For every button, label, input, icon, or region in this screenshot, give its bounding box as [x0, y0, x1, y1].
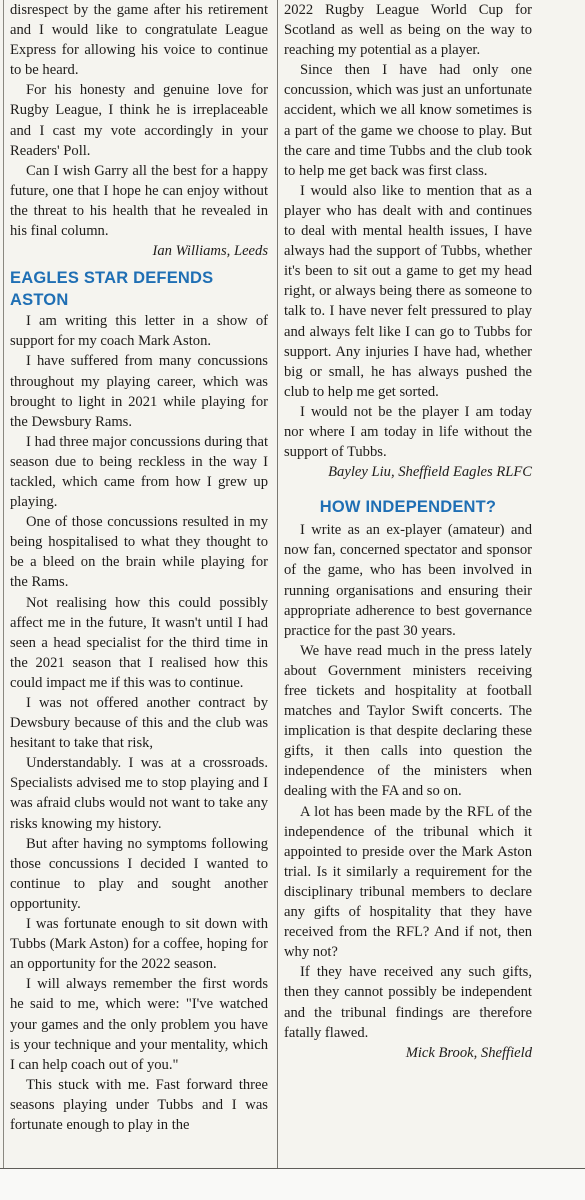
letter3-paragraph: If they have received any such gifts, then they cannot possibly be independent and the tribunal findings are therefore fatally flawed.: [284, 964, 532, 1041]
letter2-paragraph: Not realising how this could possibly affect me in the future, It wasn't until I had seen a head specialist for the third time in the 2021 season that I realised how this could impact me if this was to continue.: [10, 594, 268, 691]
letter2-paragraph: I was fortunate enough to sit down with Tubbs (Mark Aston) for a coffee, hoping for an opportunity for the 2022 season.: [10, 916, 268, 973]
letter3-signature: Mick Brook, Sheffield: [405, 1044, 532, 1061]
letter2-paragraph: 2022 Rugby League World Cup for Scotland as well as being on the way to reaching my potential as a player.: [284, 2, 532, 59]
letter2-paragraph: I would also like to mention that as a player who has dealt with and continues to deal with mental health issues, I have always had the support of Tubbs, whether it's been to sit out a game to get my head right, or always being there as someone to talk to. I have never felt pressured to play and always felt like I can go to Tubbs for support. Any injuries I have had, whether big or small, he has always pushed the club to help me get sorted.: [284, 182, 532, 400]
right-column: [284, 0, 532, 1063]
left-column: [10, 0, 268, 1135]
letter2-paragraph: I would not be the player I am today nor where I am today in life without the support of Tubbs.: [284, 403, 532, 461]
letter2-paragraph: One of those concussions resulted in my being hospitalised to what they thought to be a bleed on the brain while playing for the Rams.: [10, 514, 268, 591]
letter2-paragraph: I have suffered from many concussions throughout my playing career, which was brought to light in 2021 while playing for the Dewsbury Rams.: [10, 353, 268, 430]
column-divider: [277, 0, 278, 1168]
letter3-heading: HOW INDEPENDENT?: [319, 498, 497, 517]
letter1-paragraph: For his honesty and genuine love for Rugby League, I think he is irreplaceable and I cast my vote accordingly in your Readers' Poll.: [10, 82, 268, 159]
letter1-paragraph: disrespect by the game after his retirement and I would like to congratulate League Express for allowing his voice to continue to be heard.: [10, 2, 268, 79]
letter2-paragraph: I was not offered another contract by Dewsbury because of this and the club was hesitant to take that risk,: [10, 695, 268, 752]
letter2-signature: Bayley Liu, Sheffield Eagles RLFC: [328, 464, 532, 481]
letter2-heading: EAGLES STAR DEFENDS ASTON: [10, 269, 214, 310]
letter1-paragraph: Can I wish Garry all the best for a happy future, one that I hope he can enjoy without the threat to his health that he revealed in his final column.: [10, 162, 268, 240]
letter2-paragraph: I will always remember the first words he said to me, which were: "I've watched your games and the only problem you have is your technique and your mentality, which I can help coach out of you.": [10, 976, 268, 1073]
page-margin: [0, 1169, 585, 1200]
letter1-signature: Ian Williams, Leeds: [152, 243, 268, 260]
letter3-paragraph: A lot has been made by the RFL of the independence of the tribunal which it appointed to preside over the Mark Aston trial. Is it similarly a requirement for the disciplinary tribunal members to declare any gifts of hospitality that they have received from the RFL? And if not, then why not?: [284, 803, 532, 961]
letter2-paragraph: I had three major concussions during that season due to being reckless in the way I tackled, which came from how I grew up playing.: [10, 433, 268, 511]
letter2-paragraph: This stuck with me. Fast forward three seasons playing under Tubbs and I was fortunate enough to play in the: [10, 1076, 268, 1133]
letter2-paragraph: Since then I have had only one concussion, which was just an unfortunate accident, which we all know sometimes is a part of the game we choose to play. But the care and time Tubbs and the club took to help me get back was first class.: [284, 62, 532, 179]
left-edge-rule: [3, 0, 4, 1168]
letter3-paragraph: I write as an ex-player (amateur) and now fan, concerned spectator and sponsor of the game, who has been involved in running organisations and ensuring their appropriate adherence to best governance practice for the past 30 years.: [284, 522, 532, 639]
letter3-paragraph: We have read much in the press lately about Government ministers receiving free tickets and hospitality at football matches and Taylor Swift concerts. The implication is that despite declaring these gifts, it then calls into question the independence of the ministers when dealing with the FA and so on.: [284, 642, 532, 800]
letter2-paragraph: But after having no symptoms following those concussions I decided I wanted to continue to play and sought another opportunity.: [10, 835, 268, 912]
letter2-paragraph: Understandably. I was at a crossroads. Specialists advised me to stop playing and I was afraid clubs would not want to take any risks knowing my history.: [10, 755, 268, 832]
letter2-paragraph: I am writing this letter in a show of support for my coach Mark Aston.: [10, 313, 268, 350]
